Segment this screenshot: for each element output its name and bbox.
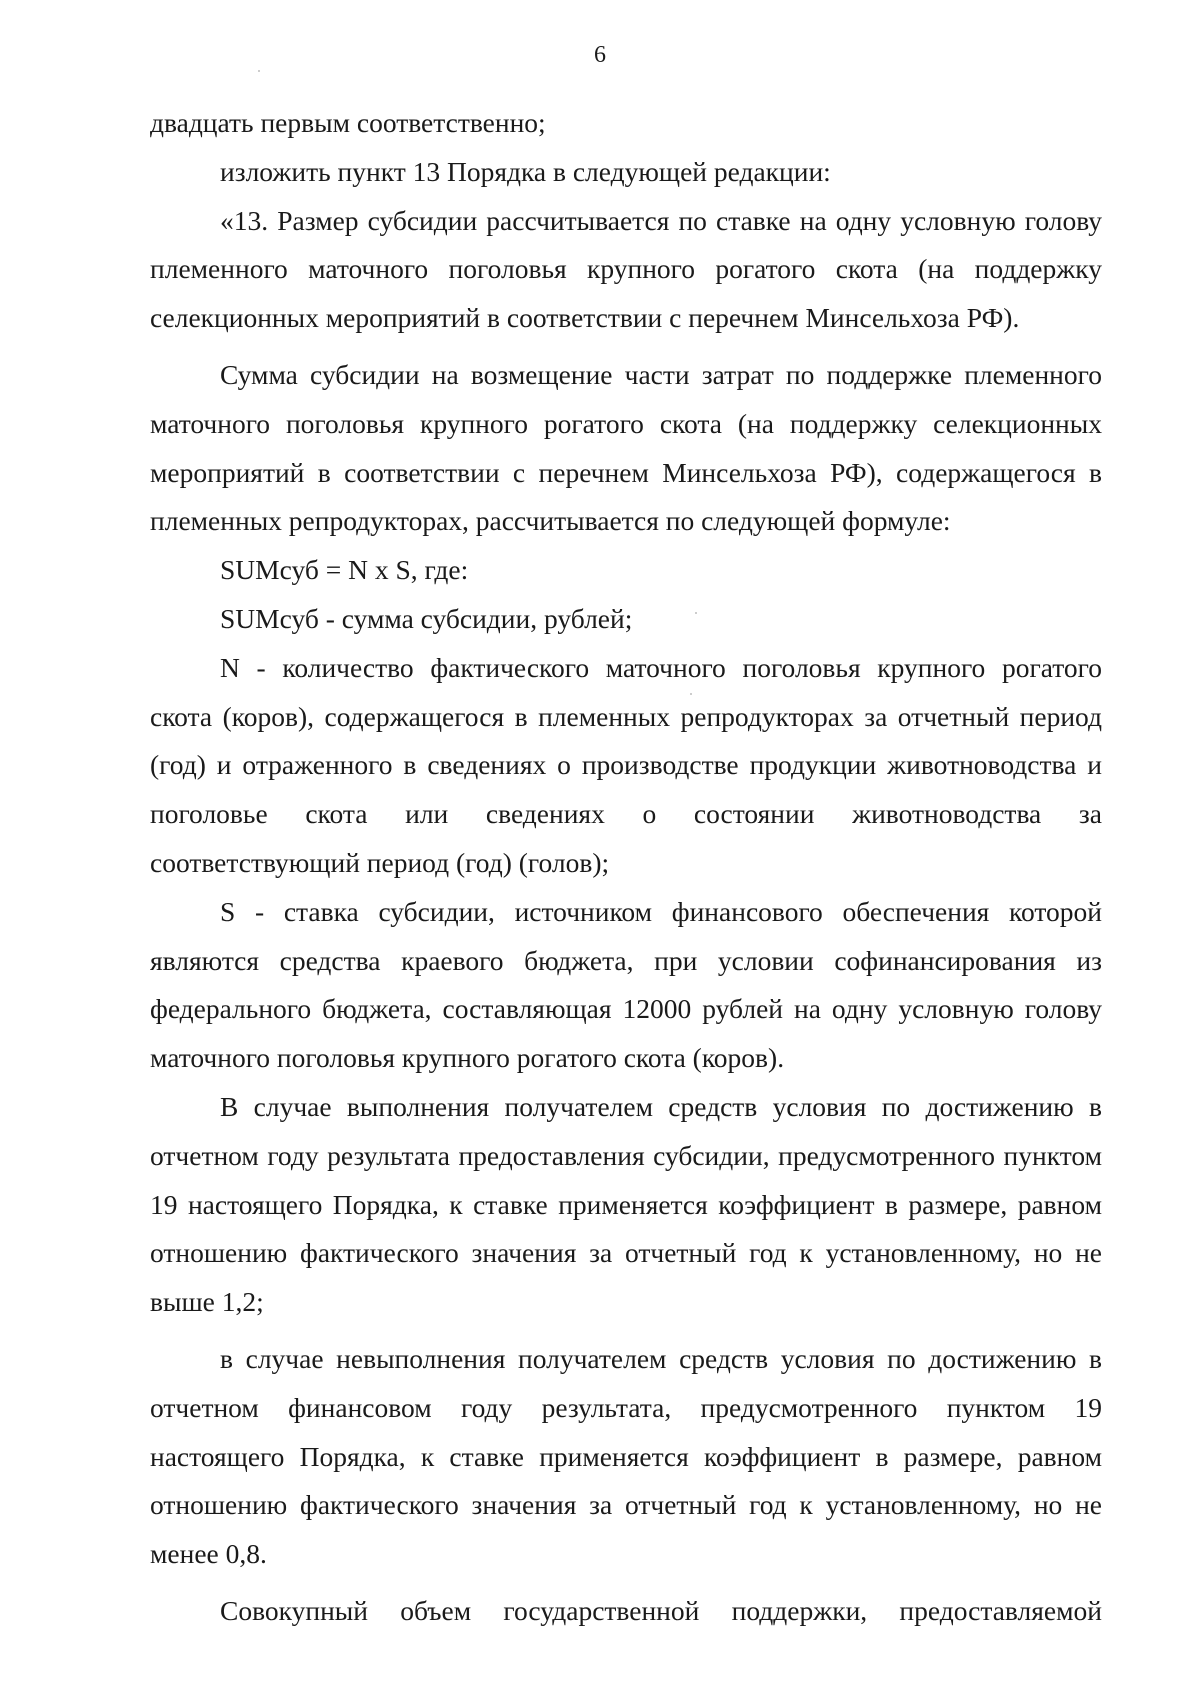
paragraph-subsidy-sum: Сумма субсидии на возмещение части затрат по поддержке племенного маточного поголовья крупного рогатого скота (на поддержку селекционных мероприятий в соответствии с перечнем Минсельхоза РФ), содержащегося в племенных репродукторах, рассчитывается по следующей формуле: <box>150 358 1102 537</box>
paragraph-formula-s-definition: S - ставка субсидии, источником финансового обеспечения которой являются средства краевого бюджета, при условии софинансирования из федерального бюджета, составляющая 12000 рублей на одну условную голову маточного поголовья крупного рогатого скота (коров). <box>150 895 1102 1074</box>
paragraph-clause-13: «13. Размер субсидии рассчитывается по ставке на одну условную голову племенного маточного поголовья крупного рогатого скота (на поддержку селекционных мероприятий в соответствии с перечнем Минсельхоза РФ). <box>150 204 1102 334</box>
paragraph-formula-n-definition: N - количество фактического маточного поголовья крупного рогатого скота (коров), содержащегося в племенных репродукторах за отчетный период (год) и отраженного в сведениях о производстве продукции животноводства и поголовье скота или сведениях о состоянии животноводства за соответствующий период (год) (голов); <box>150 651 1102 878</box>
scan-speck <box>695 612 697 614</box>
paragraph-continuation: двадцать первым соответственно; <box>150 107 546 138</box>
paragraph-formula: SUMсуб = N x S, где: <box>220 554 469 586</box>
paragraph-amendment-intro: изложить пункт 13 Порядка в следующей редакции: <box>220 155 831 187</box>
paragraph-total-support: Совокупный объем государственной поддержки, предоставляемой <box>220 1594 1102 1626</box>
paragraph-coefficient-decrease: в случае невыполнения получателем средств условия по достижению в отчетном финансовом году результата, предусмотренного пунктом 19 настоящего Порядка, к ставке применяется коэффициент в размере, равном отношению фактического значения за отчетный год к установленному, но не менее 0,8. <box>150 1342 1102 1570</box>
paragraph-coefficient-increase: В случае выполнения получателем средств условия по достижению в отчетном году результата предоставления субсидии, предусмотренного пунктом 19 настоящего Порядка, к ставке применяется коэффициент в размере, равном отношению фактического значения за отчетный год к установленному, но не выше 1,2; <box>150 1090 1102 1318</box>
paragraph-formula-sum-definition: SUMсуб - сумма субсидии, рублей; <box>220 602 633 634</box>
document-body <box>150 99 1102 1636</box>
scan-speck <box>258 70 260 72</box>
page-number: 6 <box>594 42 606 68</box>
scan-speck <box>690 693 692 695</box>
